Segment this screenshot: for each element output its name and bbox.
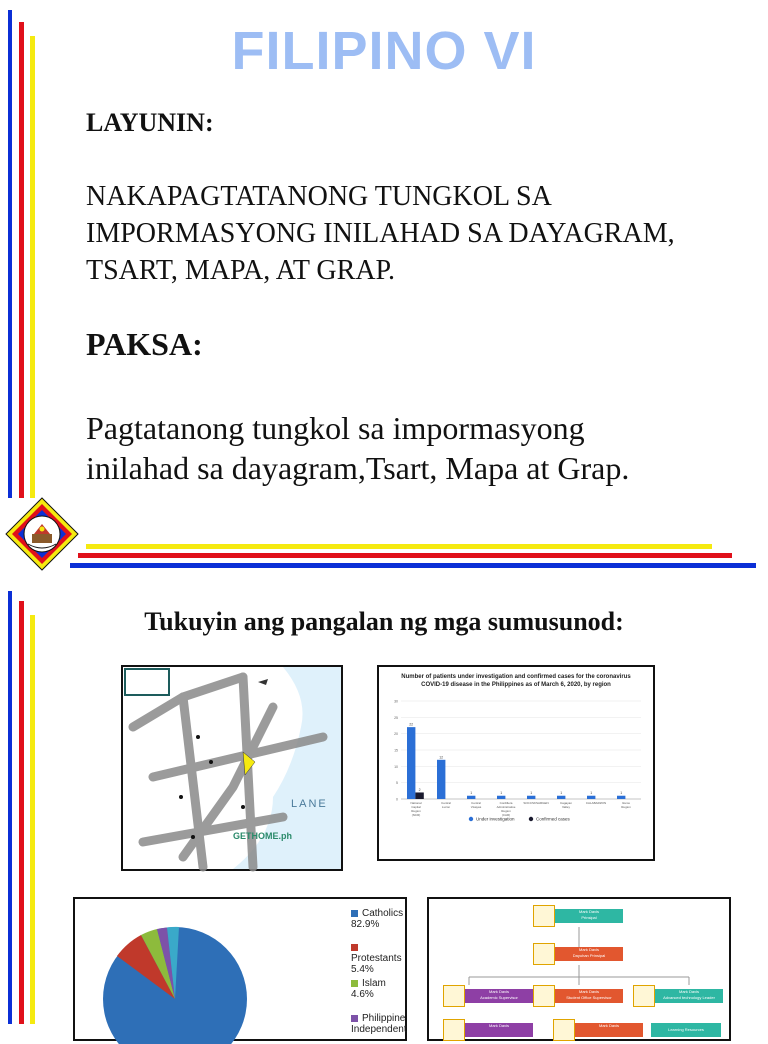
org-node-sub: Dayuhan Prinsipal [572, 953, 606, 958]
legend-marker [529, 817, 533, 821]
bar-value-label: 22 [409, 722, 414, 727]
org-node-label [465, 989, 533, 1003]
x-tick-label: CALABARZON [585, 801, 607, 805]
org-node-sub: Academic Supervisor [480, 995, 518, 1000]
x-tick-label: Region [621, 805, 631, 809]
person-icon [633, 985, 655, 1007]
legend-swatch [351, 944, 358, 951]
accent-bar-yellow [30, 36, 35, 498]
org-node-label [555, 989, 623, 1003]
org-node-title: Mark Davis [678, 989, 699, 994]
bar-value-label: 1 [500, 791, 503, 796]
bar-investigation [407, 727, 415, 799]
person-icon [533, 905, 555, 927]
paksa-label: PAKSA: [86, 326, 203, 362]
org-node-title: Mark Davis [578, 909, 599, 914]
bar-investigation [617, 796, 625, 799]
chart-title-line: COVID-19 disease in the Philippines as of March 6, 2020, by region [421, 682, 611, 688]
pie-chart-image [73, 897, 407, 1041]
pie-legend-item [351, 942, 405, 975]
legend-swatch [351, 910, 358, 917]
org-node [633, 985, 725, 1007]
accent-line-red [78, 553, 732, 558]
org-node-title: Learning Resources [668, 1027, 704, 1032]
x-tick-label: Region [501, 809, 511, 813]
y-tick-label: 10 [394, 764, 398, 769]
org-node-title: Mark Davis [578, 947, 599, 952]
bar-value-label: 12 [439, 755, 444, 760]
legend-label: Philippine Independent [351, 1013, 407, 1035]
x-tick-label: (NCR) [411, 813, 421, 817]
y-tick-label: 0 [396, 797, 398, 802]
bar-investigation [497, 796, 505, 799]
x-tick-label: Luzon [441, 805, 451, 809]
org-node [533, 943, 625, 965]
org-node-label [555, 909, 623, 923]
map-image [121, 665, 343, 871]
map-lane-label: LANE [291, 798, 328, 810]
accent-line-blue [70, 563, 756, 568]
bar-chart-svg [379, 667, 653, 859]
person-icon [443, 985, 465, 1007]
slide-identify [0, 585, 768, 1035]
org-node-title: Mark Davis [578, 989, 599, 994]
org-node-sub: Advanced technology Leader [663, 995, 715, 1000]
school-seal-logo [4, 496, 80, 572]
bar-investigation [467, 796, 475, 799]
x-tick-label: Central [471, 801, 481, 805]
legend-label: Catholics 82.9% [351, 908, 404, 930]
y-tick-label: 15 [394, 748, 398, 753]
bar-value-label: 1 [560, 791, 563, 796]
objective-line: NAKAPAGTATANONG TUNGKOL SA [86, 181, 552, 212]
topic-line: Pagtatanong tungkol sa impormasyong [86, 410, 585, 446]
x-tick-label: Visayas [470, 805, 482, 809]
org-node-sub: Student Office Supervisor [566, 995, 612, 1000]
org-node-title: Mark Davis [488, 1023, 509, 1028]
y-tick-label: 25 [394, 715, 398, 720]
org-node-label [575, 1023, 643, 1037]
person-icon [443, 1019, 465, 1041]
legend-marker [469, 817, 473, 821]
objective-line: IMPORMASYONG INILAHAD SA DAYAGRAM, [86, 218, 675, 249]
objective-text [86, 178, 746, 289]
person-icon [553, 1019, 575, 1041]
x-tick-label: Region [411, 809, 421, 813]
bar-investigation [437, 760, 445, 799]
map-drawing [123, 667, 341, 869]
bar-value-label: 1 [620, 791, 623, 796]
layunin-label: LAYUNIN: [86, 108, 214, 137]
bar-confirmed [415, 792, 423, 799]
org-node-title: Mark Davis [598, 1023, 619, 1028]
org-node [651, 1023, 721, 1037]
bar-value-label: 1 [470, 791, 473, 796]
x-tick-label: Administrative [496, 805, 516, 809]
pie-legend-item [351, 978, 405, 1000]
y-tick-label: 30 [394, 699, 398, 704]
bar-value-label: 2 [418, 787, 421, 792]
x-tick-label: (CAR) [501, 813, 511, 817]
org-node-title: Mark Davis [488, 989, 509, 994]
org-node [533, 985, 625, 1007]
bar-value-label: 1 [530, 791, 533, 796]
x-tick-label: Central [441, 801, 451, 805]
y-tick-label: 5 [396, 781, 398, 786]
bar-investigation [527, 796, 535, 799]
legend-label: Protestants 5.4% [351, 953, 402, 975]
map-brand-label: GETHOME.ph [233, 831, 292, 841]
org-chart-image [427, 897, 731, 1041]
org-node [443, 985, 535, 1007]
pie-legend-item [351, 1013, 407, 1035]
topic-text [86, 408, 746, 488]
person-icon [533, 985, 555, 1007]
legend-swatch [351, 1015, 358, 1022]
accent-bar-blue [8, 591, 12, 1024]
x-tick-label: National [410, 801, 422, 805]
bar-value-label: 1 [590, 791, 593, 796]
bar-investigation [587, 796, 595, 799]
x-tick-label: Capital [411, 805, 421, 809]
accent-bar-blue [8, 10, 12, 498]
accent-bar-red [19, 601, 24, 1024]
accent-bar-yellow [30, 615, 35, 1024]
accent-bar-red [19, 22, 24, 498]
objective-line: TSART, MAPA, AT GRAP. [86, 255, 396, 286]
org-node-sub: Prinsipal [581, 915, 597, 920]
x-tick-label: Cordillera [499, 801, 513, 805]
x-tick-label: Ilocos [622, 801, 630, 805]
topic-line: inilahad sa dayagram,Tsart, Mapa at Grap. [86, 450, 630, 486]
org-node-label [465, 1023, 533, 1037]
pie-legend-item [351, 908, 405, 930]
legend-swatch [351, 980, 358, 987]
bar-investigation [557, 796, 565, 799]
accent-line-yellow [86, 544, 712, 549]
org-node-label [555, 947, 623, 961]
bar-chart-image [377, 665, 655, 861]
legend-label: Confirmed cases [536, 816, 570, 822]
org-node-label [655, 989, 723, 1003]
person-icon [533, 943, 555, 965]
slide-title: FILIPINO VI [231, 21, 537, 81]
slide-heading: Tukuyin ang pangalan ng mga sumusunod: [144, 607, 624, 636]
legend-label: Islam 4.6% [351, 978, 386, 1000]
org-node [553, 1019, 645, 1041]
chart-title-line: Number of patients under investigation and confirmed cases for the coronavirus [401, 674, 631, 680]
org-node [533, 905, 625, 927]
org-node [443, 1019, 535, 1041]
x-tick-label: Valley [562, 805, 570, 809]
legend-label: Under investigation [476, 816, 515, 822]
x-tick-label: Cagayan [559, 801, 573, 805]
x-tick-label: SOCCSKSARGEN [523, 801, 549, 805]
y-tick-label: 20 [394, 732, 398, 737]
